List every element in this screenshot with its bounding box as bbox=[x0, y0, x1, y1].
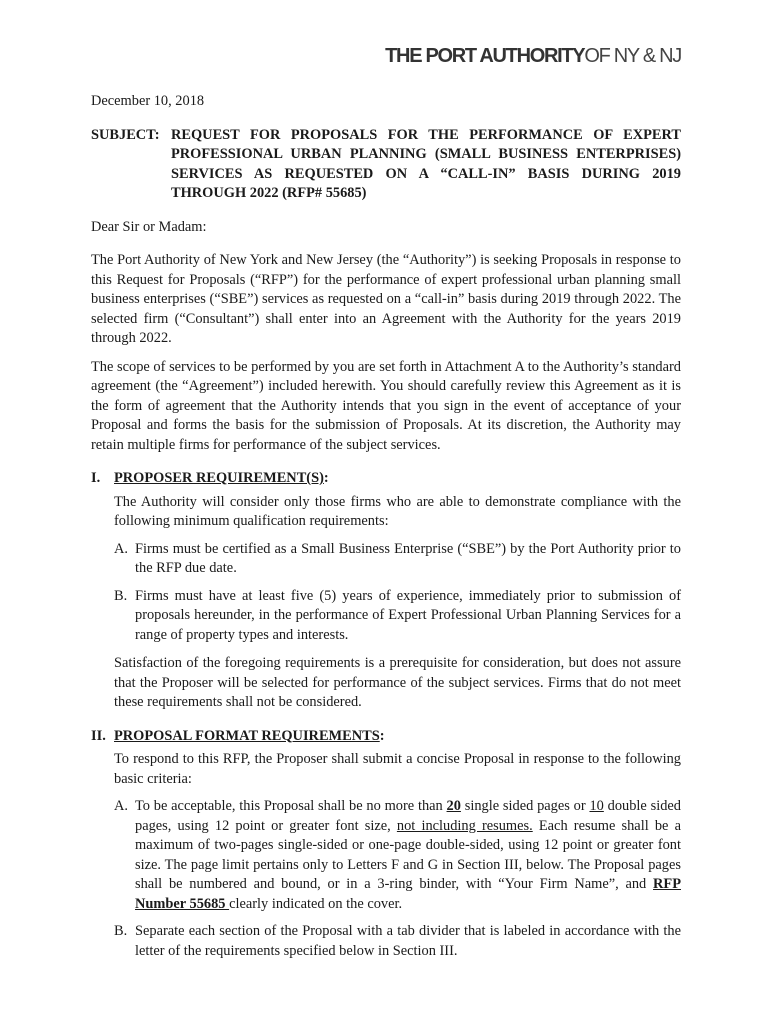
rfp-number: RFP Number 55685 bbox=[135, 876, 681, 912]
salutation: Dear Sir or Madam: bbox=[91, 218, 207, 235]
section-1-heading bbox=[91, 469, 681, 489]
section-1-item-b bbox=[114, 587, 681, 646]
logo-rest-text: OF NY & NJ bbox=[584, 45, 681, 67]
item-text bbox=[135, 797, 681, 914]
section-2-item-b bbox=[114, 922, 681, 961]
letter-body bbox=[91, 92, 681, 961]
section-2-title: PROPOSAL FORMAT REQUIREMENTS bbox=[114, 727, 380, 744]
text-run: clearly indicated on the cover. bbox=[229, 895, 403, 912]
section-2-heading bbox=[91, 727, 681, 747]
resume-exclusion: not including resumes. bbox=[396, 817, 533, 834]
logo-bold-text: THE PORT AUTHORITY bbox=[385, 45, 585, 67]
section-1-lead: The Authority will consider only those firms who are able to demonstrate compliance with the following minimum qualification requirements: bbox=[114, 493, 681, 529]
section-2-colon: : bbox=[379, 727, 385, 744]
section-1-item-a bbox=[114, 540, 681, 579]
section-1-colon: : bbox=[323, 470, 329, 486]
text-run: To be acceptable, this Proposal shall be no more than bbox=[135, 798, 447, 814]
section-1-closing: Satisfaction of the foregoing requirements is a prerequisite for consideration, but does not assure that the Proposer will be selected for performance of the subject services. Firms that do not meet these requirements shall not be considered. bbox=[114, 655, 681, 710]
page-limit-double: 10 bbox=[589, 798, 604, 814]
item-marker: B. bbox=[114, 587, 128, 604]
subject-line bbox=[91, 126, 681, 204]
section-1-number: I. bbox=[91, 470, 101, 486]
item-text: Firms must have at least five (5) years of experience, immediately prior to submission of proposals hereunder, in the performance of Expert Professional Urban Planning Services for a range of property types and interests. bbox=[135, 587, 681, 643]
item-marker: A. bbox=[114, 798, 128, 814]
section-1-title: PROPOSER REQUIREMENT(S) bbox=[114, 470, 324, 486]
text-run: Each resume shall be a maximum of two-pages single-sided or one-page double-sided, using 12 point or greater font size. The page limit pertains only to Letters F and G in Section III, below. The Proposal pages shall be numbered and bound, or in a 3-ring binder, with “Your Firm Name”, and bbox=[135, 817, 681, 892]
item-text: Firms must be certified as a Small Business Enterprise (“SBE”) by the Port Authority prior to the RFP due date. bbox=[135, 540, 681, 576]
letter-date: December 10, 2018 bbox=[91, 93, 205, 109]
subject-text: REQUEST FOR PROPOSALS FOR THE PERFORMANCE OF EXPERT PROFESSIONAL URBAN PLANNING (SMALL BUSINESS ENTERPRISES) SERVICES AS REQUESTED ON A “CALL-IN” BASIS DURING 2019 THROUGH 2022 (RFP# 55685) bbox=[171, 126, 681, 201]
subject-label: SUBJECT: bbox=[91, 126, 160, 143]
text-run: double sided pages, using 12 point or greater font size, bbox=[135, 798, 681, 834]
section-2-lead: To respond to this RFP, the Proposer shall submit a concise Proposal in response to the following basic criteria: bbox=[114, 751, 681, 787]
item-marker: A. bbox=[114, 540, 128, 557]
section-2-number: II. bbox=[91, 727, 106, 744]
item-marker: B. bbox=[114, 923, 128, 939]
text-run: single sided pages or bbox=[460, 798, 590, 814]
item-text: Separate each section of the Proposal with a tab divider that is labeled in accordance with the letter of the requirements specified below in Section III. bbox=[135, 923, 681, 959]
port-authority-logo bbox=[385, 45, 681, 68]
intro-paragraph-1: The Port Authority of New York and New Jersey (the “Authority”) is seeking Proposals in response to this Request for Proposals (“RFP”) for the performance of expert professional urban planning small business enterprises (“SBE”) services as requested on a “call-in” basis during 2019 through 2022. The selected firm (“Consultant”) shall enter into an Agreement with the Authority for the years 2019 through 2022. bbox=[91, 252, 681, 346]
section-2-item-a bbox=[114, 797, 681, 914]
page-limit-single: 20 bbox=[446, 798, 461, 814]
intro-paragraph-2: The scope of services to be performed by you are set forth in Attachment A to the Authority’s standard agreement (the “Agreement”) included herewith. You should carefully review this Agreement as it is the form of agreement that the Authority intends that you sign in the event of acceptance of your Proposal and forms the basis for the submission of Proposals. At its discretion, the Authority may retain multiple firms for performance of the subject services. bbox=[91, 358, 681, 453]
